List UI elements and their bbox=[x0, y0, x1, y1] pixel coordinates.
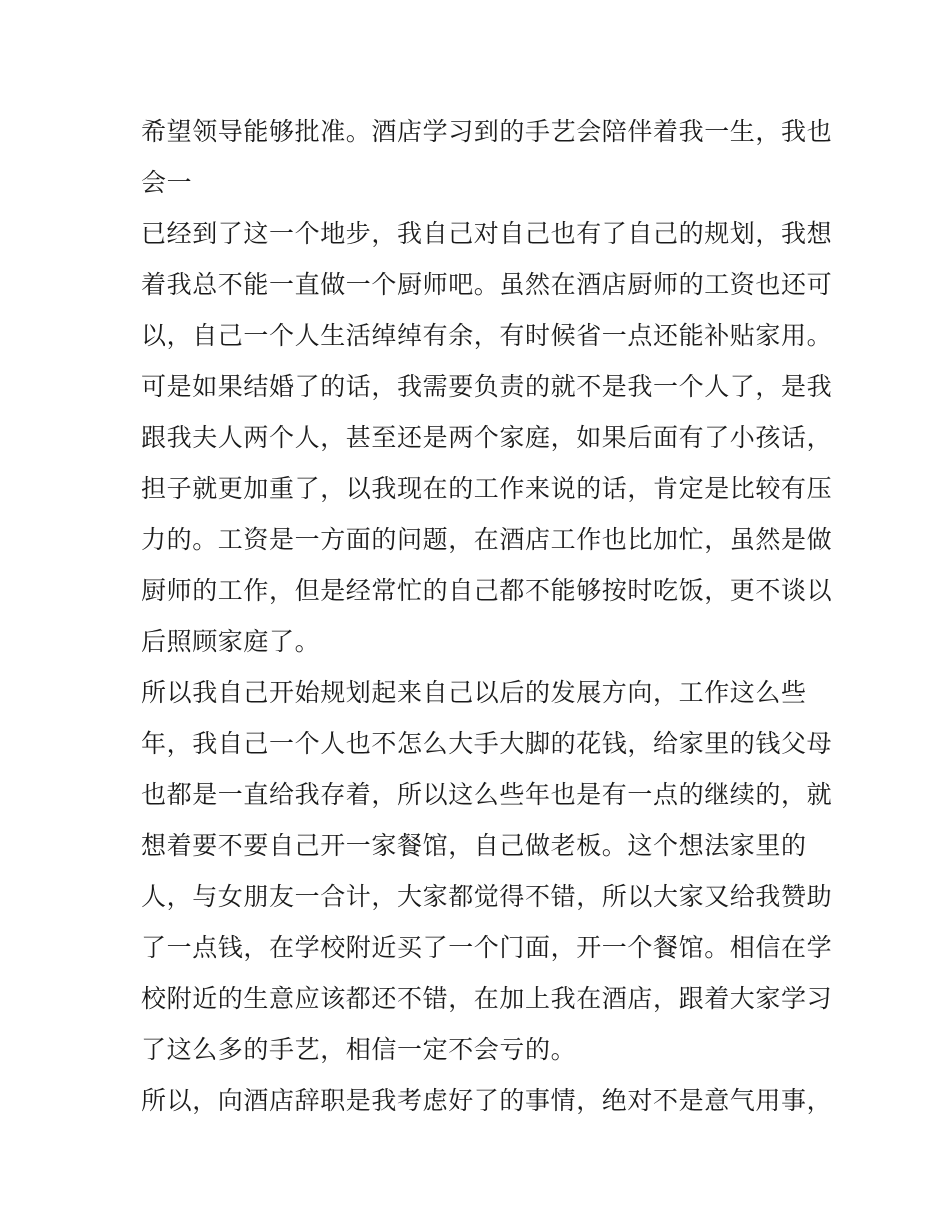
text-line: 年，我自己一个人也不怎么大手大脚的花钱，给家里的钱父母 bbox=[141, 729, 833, 758]
text-line: 已经到了这一个地步，我自己对自己也有了自己的规划，我想 bbox=[141, 219, 833, 248]
text-line: 以，自己一个人生活绰绰有余，有时候省一点还能补贴家用。 bbox=[141, 321, 833, 350]
paragraph-4 bbox=[141, 1075, 833, 1126]
paragraph-1 bbox=[141, 106, 833, 208]
text-line: 会一 bbox=[141, 168, 193, 197]
text-line: 跟我夫人两个人，甚至还是两个家庭，如果后面有了小孩话， bbox=[141, 423, 833, 452]
text-line: 所以我自己开始规划起来自己以后的发展方向，工作这么些 bbox=[141, 678, 807, 707]
text-line: 了一点钱，在学校附近买了一个门面，开一个餐馆。相信在学 bbox=[141, 933, 833, 962]
text-line: 后照顾家庭了。 bbox=[141, 627, 321, 656]
text-line: 了这么多的手艺，相信一定不会亏的。 bbox=[141, 1035, 577, 1064]
paragraph-3 bbox=[141, 667, 833, 1075]
paragraph-2 bbox=[141, 208, 833, 667]
text-line: 着我总不能一直做一个厨师吧。虽然在酒店厨师的工资也还可 bbox=[141, 270, 833, 299]
document-body bbox=[141, 106, 833, 1126]
text-line: 可是如果结婚了的话，我需要负责的就不是我一个人了，是我 bbox=[141, 372, 833, 401]
text-line: 厨师的工作，但是经常忙的自己都不能够按时吃饭，更不谈以 bbox=[141, 576, 833, 605]
text-line: 力的。工资是一方面的问题，在酒店工作也比加忙，虽然是做 bbox=[141, 525, 833, 554]
text-line: 校附近的生意应该都还不错，在加上我在酒店，跟着大家学习 bbox=[141, 984, 833, 1013]
text-line: 也都是一直给我存着，所以这么些年也是有一点的继续的，就 bbox=[141, 780, 833, 809]
text-line: 所以，向酒店辞职是我考虑好了的事情，绝对不是意气用事， bbox=[141, 1086, 833, 1115]
text-line: 希望领导能够批准。酒店学习到的手艺会陪伴着我一生，我也 bbox=[141, 117, 833, 146]
text-line: 想着要不要自己开一家餐馆，自己做老板。这个想法家里的 bbox=[141, 831, 807, 860]
text-line: 担子就更加重了，以我现在的工作来说的话，肯定是比较有压 bbox=[141, 474, 833, 503]
text-line: 人，与女朋友一合计，大家都觉得不错，所以大家又给我赞助 bbox=[141, 882, 833, 911]
